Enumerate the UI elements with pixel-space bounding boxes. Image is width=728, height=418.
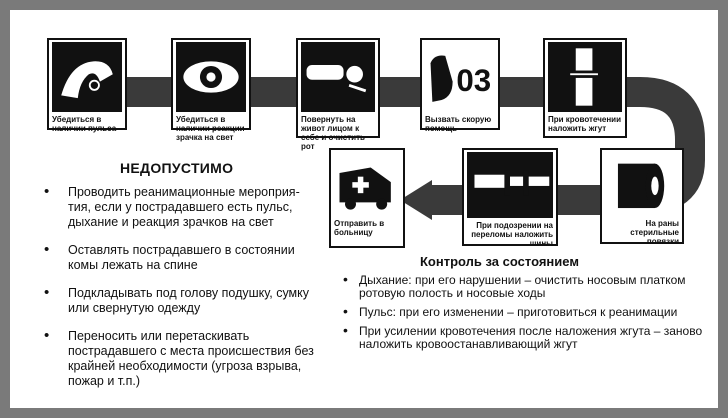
step-caption: Повернуть на живот лицом к себе и очистить рот	[301, 115, 365, 151]
step-splint-card	[462, 148, 558, 246]
step-call-card	[420, 38, 500, 133]
tourniquet-icon	[548, 42, 622, 112]
step-turn-card	[296, 38, 380, 151]
list-item: • Оставлять пострадавшего в состоянии комы лежать на спине	[34, 243, 324, 273]
step-caption: Убедиться в наличии реакции зрачка на свет	[176, 115, 245, 142]
step-caption: При подозрении на переломы наложить шины	[471, 221, 553, 248]
forbidden-list	[34, 185, 324, 402]
control-list	[343, 274, 705, 357]
turn-face-icon	[301, 42, 375, 112]
list-item: • При усилении кровотечения после наложения жгута – заново наложить кровоостанавливающий жгут	[343, 325, 705, 351]
step-pupil-card	[171, 38, 251, 142]
pulse-check-icon	[52, 42, 122, 112]
control-title: Контроль за состоянием	[420, 254, 579, 269]
list-item: • Переносить или перетаскивать пострадавшего с места происшествия без крайней необходимости (угроза взрыва, пожар и т.п.)	[34, 329, 324, 389]
bandage-icon	[605, 152, 679, 216]
step-hospital-card	[329, 148, 405, 248]
step-caption: Отправить в больницу	[334, 219, 385, 237]
step-caption: На раны стерильные повязки	[630, 219, 679, 246]
list-item: • Пульс: при его изменении – приготовиться к реанимации	[343, 306, 705, 319]
step-caption: При кровотечении наложить жгут	[548, 115, 621, 133]
eye-pupil-icon	[176, 42, 246, 112]
step-tourniquet-card	[543, 38, 627, 138]
phone-03-icon	[425, 42, 495, 112]
step-bandage-card	[600, 148, 684, 244]
list-item: • Подкладывать под голову подушку, сумку или свернутую одежду	[34, 286, 324, 316]
step-caption: Вызвать скорую помощь	[425, 115, 492, 133]
ambulance-icon	[334, 152, 400, 216]
step-pulse-card	[47, 38, 127, 133]
forbidden-title: НЕДОПУСТИМО	[120, 160, 234, 176]
svg-text:03: 03	[456, 62, 492, 98]
list-item: • Дыхание: при его нарушении – очистить носовым платком ротовую полость и носовые ходы	[343, 274, 705, 300]
step-caption: Убедиться в наличии пульса	[52, 115, 117, 133]
list-item: • Проводить реанимационные мероприя- тия, если у пострадавшего есть пульс, дыхание и реакция зрачков на свет	[34, 185, 324, 230]
splint-icon	[467, 152, 553, 218]
